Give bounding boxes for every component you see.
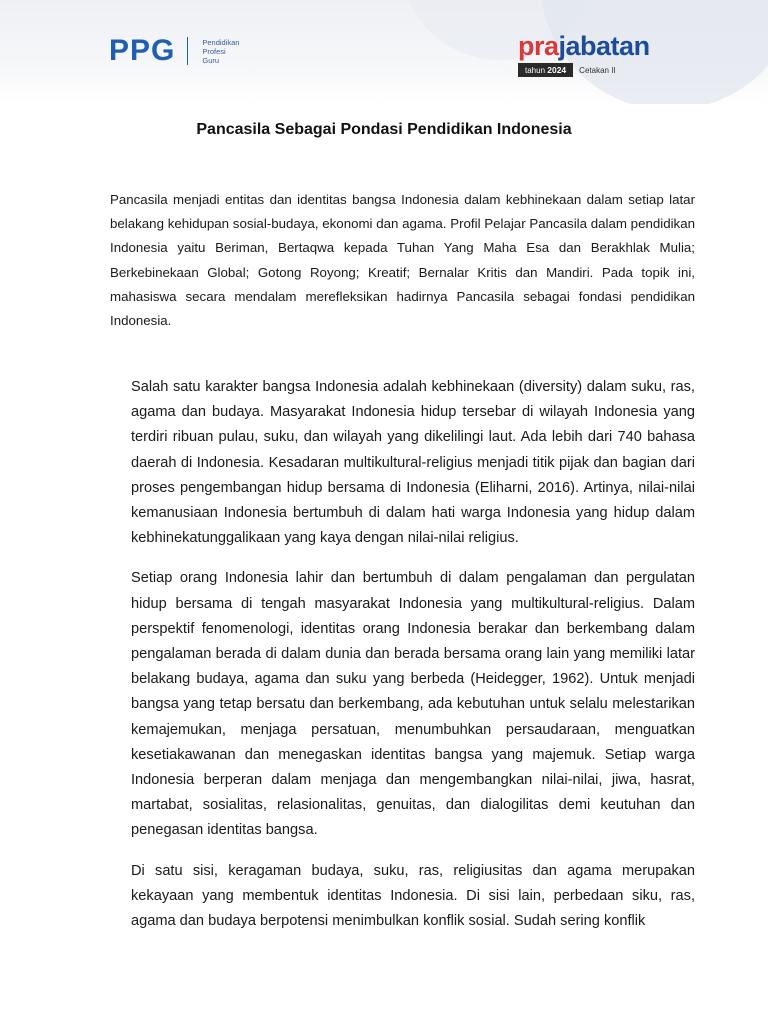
ppg-sub-line: Profesi <box>202 46 226 56</box>
intro-paragraph: Pancasila menjadi entitas dan identitas bangsa Indonesia dalam kebhinekaan dalam setiap latar belakang kehidupan sosial-budaya, ekonomi dan agama. Profil Pelajar Pancasila dalam pendidikan Indonesia yaitu Beriman, Bertaqwa kepada Tuhan Yang Maha Esa dan Berakhlak Mulia; Berkebinekaan Global; Gotong Royong; Kreatif; Bernalar Kritis dan Mandiri. Pada topik ini, mahasiswa secara mendalam merefleksikan hadirnya Pancasila sebagai fondasi pendidikan Indonesia. <box>110 192 695 329</box>
prajabatan-logo <box>518 32 650 77</box>
tahun-label: tahun <box>525 66 548 75</box>
body-text <box>131 375 695 949</box>
prajabatan-wordmark <box>518 32 650 60</box>
ppg-logo-subtitle <box>202 38 239 65</box>
document-title: Pancasila Sebagai Pondasi Pendidikan Indonesia <box>196 121 572 138</box>
prajabatan-wordmark-jabatan: jabatan <box>558 31 650 61</box>
cetakan-label: Cetakan II <box>579 65 616 75</box>
page-header <box>0 0 768 104</box>
ppg-sub-line: Guru <box>202 55 220 65</box>
prajabatan-wordmark-pra: pra <box>518 31 559 61</box>
body-paragraph: Setiap orang Indonesia lahir dan bertumbuh di dalam pengalaman dan pergulatan hidup bersama di tengah masyarakat Indonesia yang multikultural-religius. Dalam perspektif fenomenologi, identitas orang Indonesia berakar dan berkembang dalam pengalaman berada di dalam dunia dan berada bersama orang lain yang memiliki latar belakang budaya, agama dan suku yang berbeda (Heidegger, 1962). Untuk menjadi bangsa yang tetap bersatu dan berkembang, ada kebutuhan untuk selalu melestarikan kemajemukan, menjaga persatuan, menumbuhkan persaudaraan, menguatkan kesetiakawanan dan menegaskan identitas bangsa yang majemuk. Setiap warga Indonesia berperan dalam menjaga dan mengembangkan nilai-nilai, jiwa, hasrat, martabat, sosialitas, relasionalitas, genuitas, dan dialogilitas demi keutuhan dan penegasan identitas bangsa. <box>131 570 695 839</box>
ppg-logo <box>109 36 239 66</box>
ppg-logo-divider <box>187 37 188 65</box>
ppg-sub-line: Pendidikan <box>202 37 240 47</box>
ppg-logo-mark: PPG <box>109 34 176 67</box>
tahun-year: 2024 <box>547 65 567 75</box>
prajabatan-meta <box>518 63 650 77</box>
body-paragraph: Salah satu karakter bangsa Indonesia adalah kebhinekaan (diversity) dalam suku, ras, agama dan budaya. Masyarakat Indonesia hidup tersebar di wilayah Indonesia yang terdiri ribuan pulau, suku, dan wilayah yang dikelilingi laut. Ada lebih dari 740 bahasa daerah di Indonesia. Kesadaran multikultural-religius menjadi titik pijak dan bagian dari proses pengembangan hidup bersama di Indonesia (Eliharni, 2016). Artinya, nilai-nilai kemanusiaan Indonesia bertumbuh di dalam hati warga Indonesia yang hidup dalam kebhinekatunggalikaan yang kaya dengan nilai-nilai religius. <box>131 379 695 547</box>
body-paragraph: Di satu sisi, keragaman budaya, suku, ras, religiusitas dan agama merupakan kekayaan yang membentuk identitas Indonesia. Di sisi lain, perbedaan siku, ras, agama dan budaya berpotensi menimbulkan konflik sosial. Sudah sering konflik <box>131 862 695 930</box>
tahun-badge <box>518 63 573 77</box>
